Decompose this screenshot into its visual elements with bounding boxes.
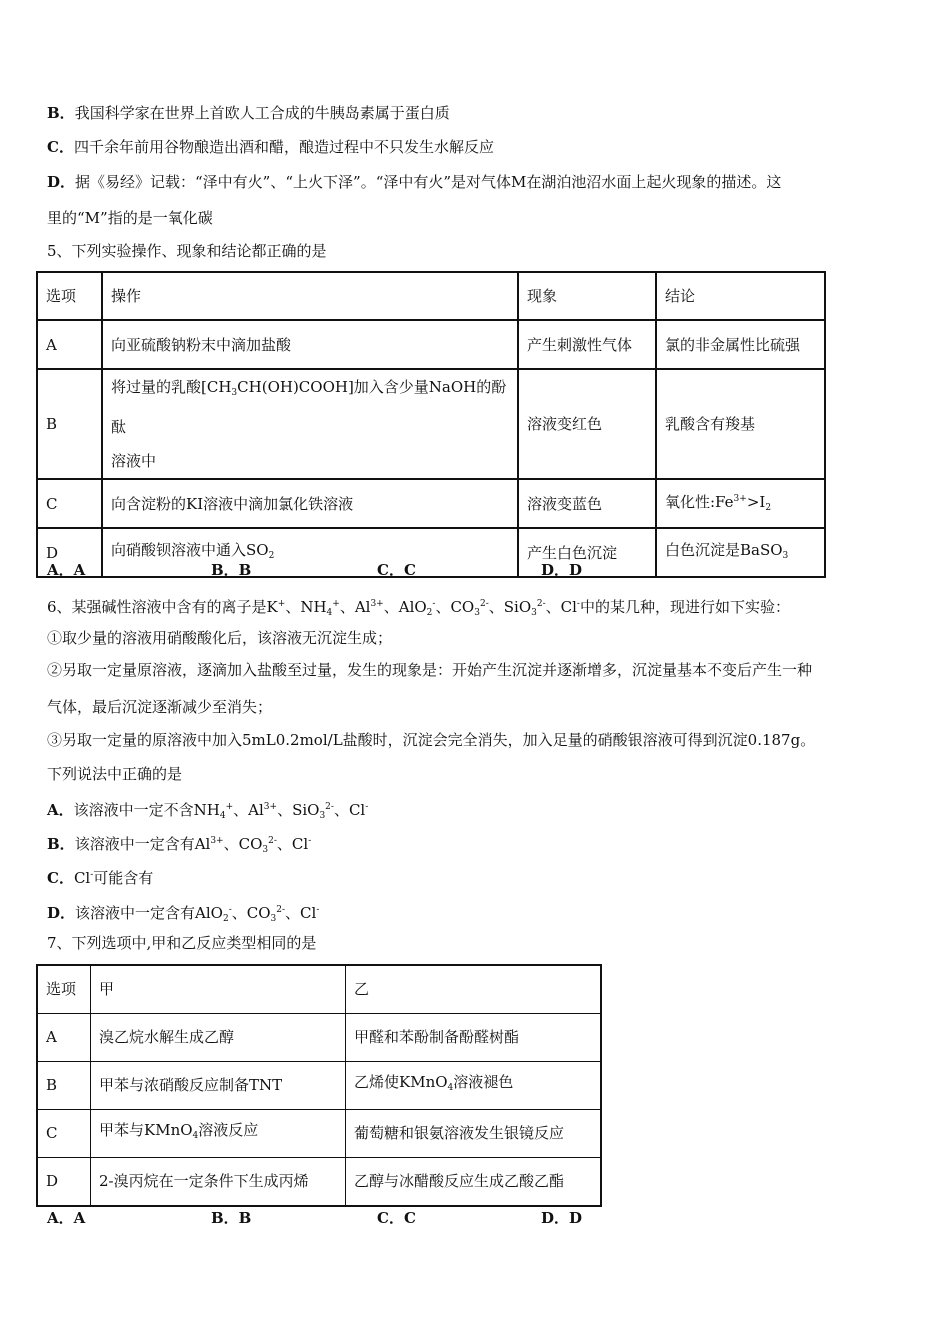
table-header: 选项 [37,272,102,320]
table-row [37,369,825,479]
table-cell: 溴乙烷水解生成乙醇 [91,1013,346,1061]
q6-step-1: ①取少量的溶液用硝酸酸化后，该溶液无沉淀生成； [47,629,393,647]
table-cell: 乳酸含有羧基 [656,369,825,479]
answer-option: D．D [541,1209,583,1227]
table-cell: D [37,528,102,577]
q6-option-d: D．该溶液中一定含有AlO$_2$-、$CO_3^{2-}$、Cl- [47,904,320,924]
table-row [37,320,825,369]
answer-option: C．C [377,1209,416,1227]
table-cell: 产生刺激性气体 [518,320,656,369]
answer-option: C．C [377,561,416,579]
table-cell: A [37,320,102,369]
table-header-row [37,965,601,1013]
table-cell: C [37,1109,91,1157]
table-header: 结论 [656,272,825,320]
table-header: 乙 [346,965,602,1013]
table-cell: D [37,1157,91,1206]
table-row [37,528,825,577]
table-cell: 溶液变红色 [518,369,656,479]
table-header: 操作 [102,272,518,320]
q6-option-a: A．该溶液中一定不含$NH_4^+$、$Al^{3+}$、SiO$_3^{2-}$、Cl- [47,801,369,821]
answer-option: A．A [47,1209,86,1227]
q4-option-b: B．我国科学家在世界上首欧人工合成的牛胰岛素属于蛋白质 [47,104,450,122]
table-cell: 葡萄糖和银氨溶液发生银镜反应 [346,1109,602,1157]
table-cell: 氯的非金属性比硫强 [656,320,825,369]
q6-option-c: C．Cl-可能含有 [47,869,154,887]
table-row [37,1157,601,1206]
table-cell: 甲苯与KMnO$_4$溶液反应 [91,1109,346,1157]
table-cell: 溶液变蓝色 [518,479,656,528]
answer-option: B．B [211,561,252,579]
table-header: 甲 [91,965,346,1013]
table-cell: 白色沉淀是BaSO$_3$ [656,528,825,577]
table-cell: 2-溴丙烷在一定条件下生成丙烯 [91,1157,346,1206]
answer-option: A．A [47,561,86,579]
table-cell: B [37,369,102,479]
q7-table [36,964,602,1207]
table-cell: 甲苯与浓硝酸反应制备TNT [91,1061,346,1109]
table-cell: 甲醛和苯酚制备酚醛树酯 [346,1013,602,1061]
q6-ask: 下列说法中正确的是 [47,765,183,783]
table-header: 选项 [37,965,91,1013]
q6-option-b: B．该溶液中一定含有$Al^{3+}$、$CO_3^{2-}$、Cl- [47,835,312,855]
q6-stem: 6、某强碱性溶液中含有的离子是K+、$NH_4^+$、$Al^{3+}$、AlO$_2$-、$CO_3^{2-}$、SiO$_3^{2-}$、Cl-中的某几种，现进行如下实验： [47,598,790,618]
table-header-row [37,272,825,320]
q5-stem: 5、下列实验操作、现象和结论都正确的是 [47,242,327,260]
q6-step-2-cont: 气体，最后沉淀逐渐减少至消失； [47,698,273,716]
table-row [37,1061,601,1109]
table-header: 现象 [518,272,656,320]
table-cell: A [37,1013,91,1061]
table-cell: 向亚硫酸钠粉末中滴加盐酸 [102,320,518,369]
q4-option-c: C．四千余年前用谷物酿造出酒和醋，酿造过程中不只发生水解反应 [47,138,494,156]
table-cell: 将过量的乳酸$[CH_3CH(OH)COOH]$加入含少量NaOH的酚酞 溶液中 [102,369,518,479]
table-cell: 产生白色沉淀 [518,528,656,577]
table-row [37,1013,601,1061]
table-row [37,1109,601,1157]
q6-step-3: ③另取一定量的原溶液中加入5mL0.2mol/L盐酸时，沉淀会完全消失，加入足量的硝酸银溶液可得到沉淀0.187g。 [47,731,816,749]
table-cell: 向硝酸钡溶液中通入$SO_2$ [102,528,518,577]
q5-table [36,271,826,578]
table-cell: C [37,479,102,528]
q6-step-2: ②另取一定量原溶液，逐滴加入盐酸至过量，发生的现象是：开始产生沉淀并逐渐增多，沉淀量基本不变后产生一种 [47,661,813,679]
answer-option: B．B [211,1209,252,1227]
table-cell: 氧化性$:Fe^{3+}>I_2$ [656,479,825,528]
table-row [37,479,825,528]
answer-option: D．D [541,561,583,579]
q4-option-d: D．据《易经》记载：“泽中有火”、“上火下泽”。“泽中有火”是对气体M在湖泊池沼水面上起火现象的描述。这 [47,173,782,191]
q7-stem: 7、下列选项中,甲和乙反应类型相同的是 [47,934,317,952]
table-cell: B [37,1061,91,1109]
table-cell: 乙醇与冰醋酸反应生成乙酸乙酯 [346,1157,602,1206]
table-cell: 向含淀粉的KI溶液中滴加氯化铁溶液 [102,479,518,528]
q4-option-d-cont: 里的“M”指的是一氧化碳 [47,209,213,227]
table-cell: 乙烯使KMnO$_4$溶液褪色 [346,1061,602,1109]
